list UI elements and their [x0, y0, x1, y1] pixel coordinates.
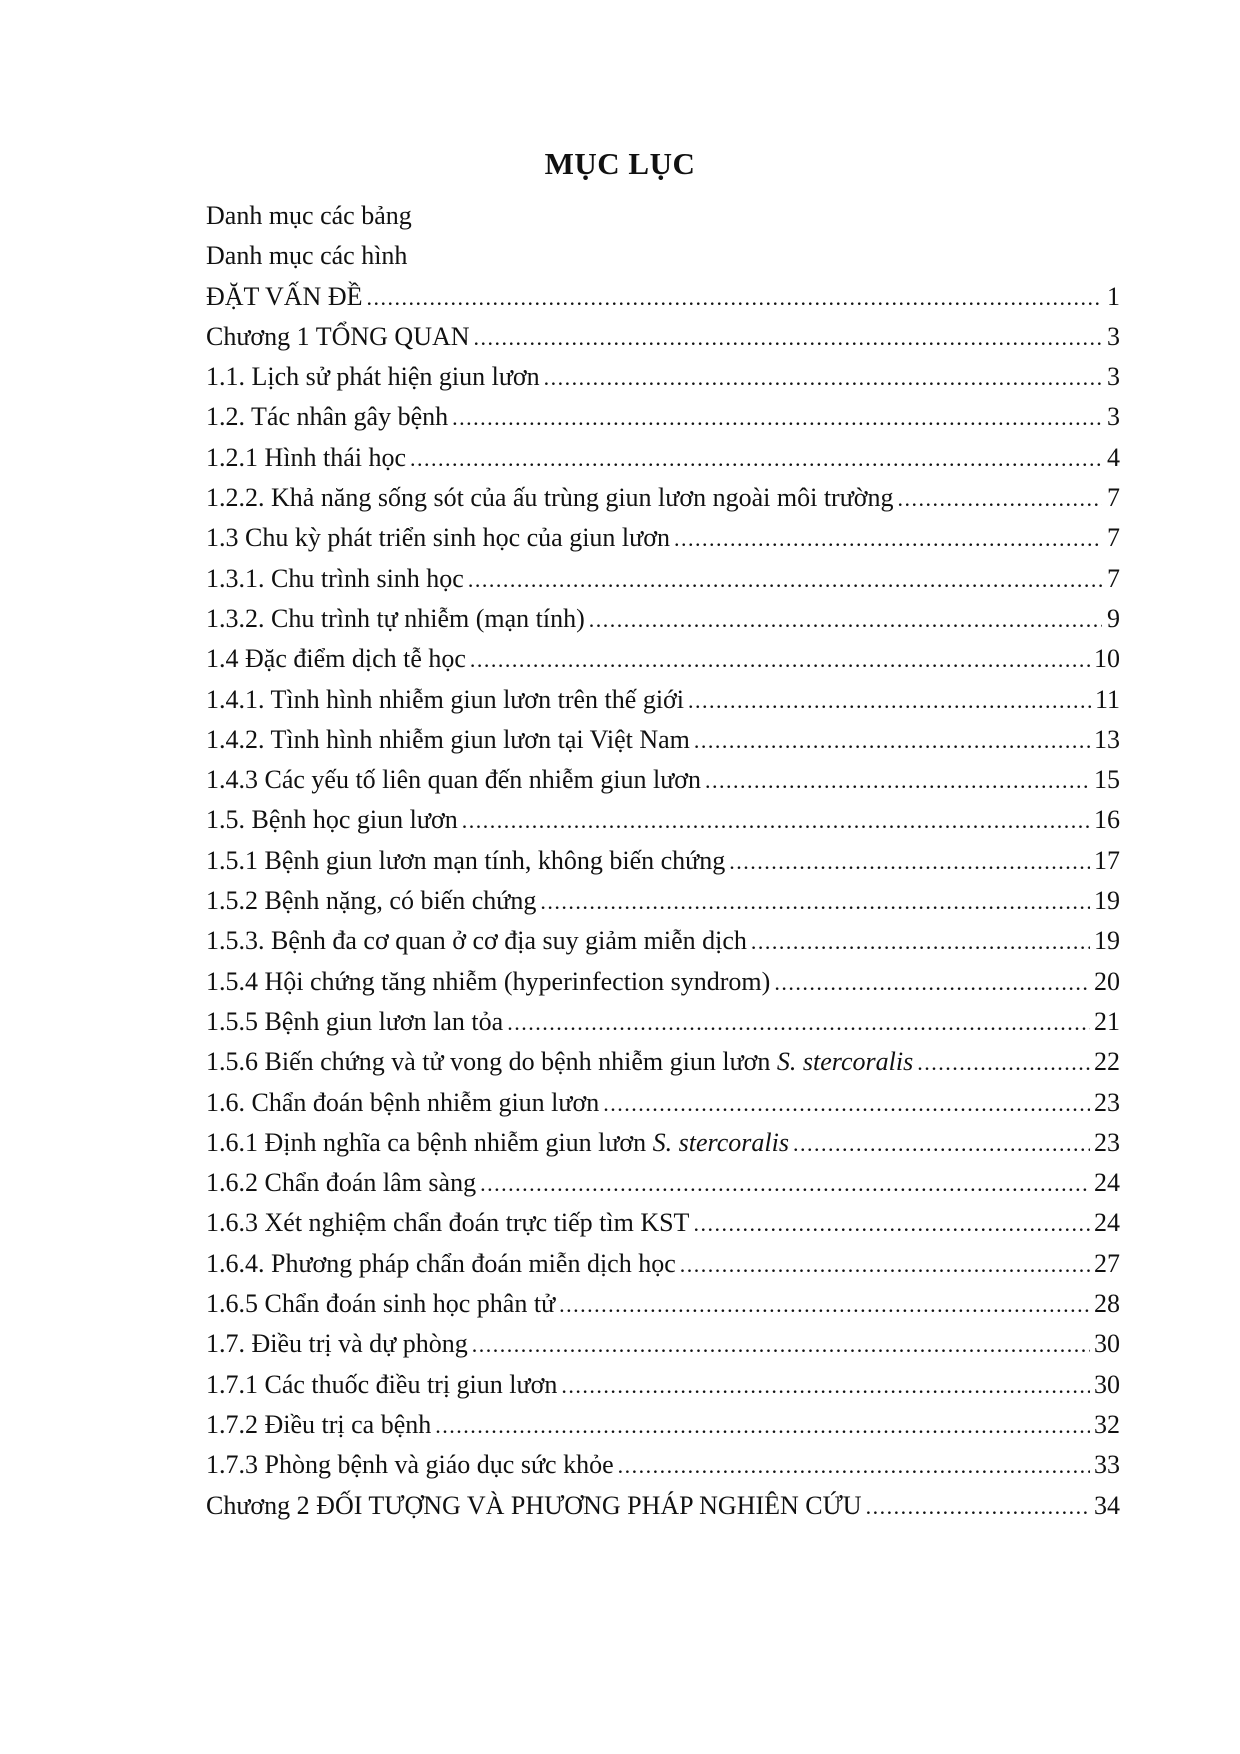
toc-entry-title — [206, 438, 406, 478]
toc-page-number: 7 — [1107, 523, 1120, 553]
toc-entry-title — [206, 1123, 789, 1163]
toc-page-number: 4 — [1107, 442, 1120, 472]
toc-leader-dots — [705, 761, 1090, 801]
toc-page-number: 33 — [1094, 1450, 1120, 1480]
toc-page-number: 34 — [1094, 1490, 1120, 1520]
toc-entry — [206, 1163, 1120, 1203]
toc-leader-dots — [917, 1043, 1090, 1083]
toc-entry-text: 1.5.1 Bệnh giun lươn mạn tính, không biến chứng — [206, 845, 726, 875]
toc-leader-dots — [603, 1084, 1090, 1124]
toc-entry-title — [206, 639, 466, 679]
toc-page-number: 7 — [1107, 563, 1120, 593]
toc-entry-text: 1.3.2. Chu trình tự nhiễm (mạn tính) — [206, 603, 585, 633]
toc-entry — [206, 1365, 1120, 1405]
toc-page-number: 19 — [1094, 926, 1120, 956]
toc-page-number: 23 — [1094, 1127, 1120, 1157]
toc-entry-text: 1.6.2 Chẩn đoán lâm sàng — [206, 1168, 477, 1198]
toc-entry — [206, 236, 1120, 276]
toc-entry-title — [206, 962, 770, 1002]
toc-entry-title — [206, 1445, 614, 1485]
toc-entry-title — [206, 1203, 689, 1243]
toc-page-number: 23 — [1094, 1087, 1120, 1117]
toc-entry-text: 1.4.2. Tình hình nhiễm giun lươn tại Việt Nam — [206, 724, 690, 754]
toc-entry-text: 1.7.1 Các thuốc điều trị giun lươn — [206, 1369, 558, 1399]
toc-leader-dots — [410, 439, 1102, 479]
toc-page-number: 20 — [1094, 966, 1120, 996]
toc-entry-title — [206, 1163, 476, 1203]
toc-page-number: 24 — [1094, 1208, 1120, 1238]
toc-page-number: 15 — [1094, 765, 1120, 795]
toc-entry-text: 1.5.6 Biến chứng và tử vong do bệnh nhiễm giun lươn — [206, 1047, 771, 1077]
toc-leader-dots — [693, 1204, 1090, 1244]
toc-entry-text: 1.5. Bệnh học giun lươn — [206, 805, 458, 835]
toc-leader-dots — [694, 721, 1090, 761]
toc-entry-text: 1.7.2 Điều trị ca bệnh — [206, 1409, 432, 1439]
toc-leader-dots — [729, 842, 1090, 882]
toc-page-number: 30 — [1094, 1369, 1120, 1399]
toc-leader-dots — [898, 479, 1102, 519]
toc-page-number: 16 — [1094, 805, 1120, 835]
toc-entry-title — [206, 518, 670, 558]
toc-entry-title — [206, 1042, 913, 1082]
toc-entry-title — [206, 196, 412, 236]
toc-leader-dots — [472, 1325, 1090, 1365]
toc-entry — [206, 1244, 1120, 1284]
toc-entry-title — [206, 1324, 468, 1364]
toc-entry — [206, 599, 1120, 639]
toc-leader-dots — [468, 560, 1102, 600]
toc-entry-title — [206, 1405, 431, 1445]
toc-entry-text: Danh mục các hình — [206, 241, 408, 271]
toc-entry-text: 1.6.4. Phương pháp chẩn đoán miễn dịch học — [206, 1248, 676, 1278]
toc-entry — [206, 438, 1120, 478]
toc-entry — [206, 1083, 1120, 1123]
toc-entry — [206, 397, 1120, 437]
toc-entry-text: 1.2.1 Hình thái học — [206, 442, 407, 472]
toc-entry — [206, 639, 1120, 679]
toc-page-number: 10 — [1094, 644, 1120, 674]
toc-entry — [206, 1405, 1120, 1445]
toc-entry-text: 1.4 Đặc điểm dịch tễ học — [206, 644, 466, 674]
toc-entry-text: Chương 2 ĐỐI TƯỢNG VÀ PHƯƠNG PHÁP NGHIÊN CỨU — [206, 1490, 862, 1520]
toc-leader-dots — [680, 1245, 1090, 1285]
toc-leader-dots — [544, 358, 1102, 398]
toc-entry-text: 1.6.1 Định nghĩa ca bệnh nhiễm giun lươn — [206, 1127, 647, 1157]
toc-entry — [206, 841, 1120, 881]
toc-leader-dots — [540, 882, 1090, 922]
toc-page-number: 7 — [1107, 483, 1120, 513]
toc-entry-title — [206, 841, 725, 881]
toc-entry-title — [206, 720, 690, 760]
toc-entry — [206, 1486, 1120, 1526]
toc-entry — [206, 1123, 1120, 1163]
toc-leader-dots — [452, 398, 1102, 438]
toc-entry-text: 1.5.5 Bệnh giun lươn lan tỏa — [206, 1006, 504, 1036]
toc-page-number: 22 — [1094, 1047, 1120, 1077]
toc-entry-text: Danh mục các bảng — [206, 201, 412, 230]
toc-leader-dots — [751, 922, 1090, 962]
toc-page-number: 17 — [1094, 845, 1120, 875]
toc-entry — [206, 357, 1120, 397]
toc-entry-title — [206, 357, 540, 397]
toc-entry-italic-term: S. stercoralis — [652, 1127, 789, 1157]
toc-page-number: 24 — [1094, 1168, 1120, 1198]
toc-entry-text: 1.4.1. Tình hình nhiễm giun lươn trên thế giới — [206, 684, 685, 714]
toc-entry-title — [206, 1002, 503, 1042]
toc-entry-text: 1.2.2. Khả năng sống sót của ấu trùng giun lươn ngoài môi trường — [206, 483, 894, 513]
toc-page-number: 3 — [1107, 321, 1120, 351]
toc-entry-text: 1.3 Chu kỳ phát triển sinh học của giun lươn — [206, 523, 671, 553]
toc-leader-dots — [507, 1003, 1090, 1043]
toc-leader-dots — [618, 1446, 1090, 1486]
toc-entry — [206, 317, 1120, 357]
toc-entry-text: 1.2. Tác nhân gây bệnh — [206, 402, 449, 432]
toc-page-number: 27 — [1094, 1248, 1120, 1278]
toc-leader-dots — [589, 600, 1102, 640]
toc-entry-text: 1.4.3 Các yếu tố liên quan đến nhiễm giun lươn — [206, 765, 702, 795]
toc-leader-dots — [559, 1285, 1090, 1325]
toc-entry — [206, 680, 1120, 720]
toc-entry-title — [206, 236, 407, 276]
toc-entry — [206, 277, 1120, 317]
toc-page-number: 21 — [1094, 1006, 1120, 1036]
toc-entry-text: 1.6. Chẩn đoán bệnh nhiễm giun lươn — [206, 1087, 600, 1117]
toc-page-number: 11 — [1094, 684, 1120, 714]
toc-entry-title — [206, 599, 585, 639]
toc-entry-text: 1.7. Điều trị và dự phòng — [206, 1329, 468, 1359]
toc-entry-title — [206, 1244, 676, 1284]
toc-entry — [206, 478, 1120, 518]
page-title: MỤC LỤC — [544, 146, 696, 181]
toc-entry-title — [206, 680, 684, 720]
toc-entry-title — [206, 760, 701, 800]
toc-leader-dots — [688, 681, 1091, 721]
toc-entry-text: 1.5.2 Bệnh nặng, có biến chứng — [206, 886, 537, 916]
toc-entry-text: Chương 1 TỔNG QUAN — [206, 321, 470, 351]
toc-page-number: 3 — [1107, 362, 1120, 392]
toc-entry-text: 1.3.1. Chu trình sinh học — [206, 563, 464, 593]
toc-entry — [206, 881, 1120, 921]
toc-entry-text: 1.6.5 Chẩn đoán sinh học phân tử — [206, 1289, 556, 1319]
toc-entry-text: 1.1. Lịch sử phát hiện giun lươn — [206, 362, 540, 392]
toc-entry-title — [206, 1083, 599, 1123]
toc-leader-dots — [866, 1487, 1090, 1527]
toc-entry — [206, 1445, 1120, 1485]
toc-entry — [206, 800, 1120, 840]
toc-entry-title — [206, 800, 458, 840]
toc-page-number: 28 — [1094, 1289, 1120, 1319]
toc-entry — [206, 196, 1120, 236]
toc-entry — [206, 1284, 1120, 1324]
toc-entry — [206, 760, 1120, 800]
toc-leader-dots — [793, 1124, 1090, 1164]
toc-leader-dots — [774, 963, 1090, 1003]
toc-entry-title — [206, 1284, 555, 1324]
toc-page-number: 13 — [1094, 724, 1120, 754]
toc-entry-title — [206, 397, 448, 437]
toc-entry-text: 1.7.3 Phòng bệnh và giáo dục sức khỏe — [206, 1450, 614, 1480]
toc-leader-dots — [470, 640, 1090, 680]
toc-page-number: 19 — [1094, 886, 1120, 916]
toc-entry — [206, 1324, 1120, 1364]
toc-entry-title — [206, 277, 362, 317]
toc-leader-dots — [480, 1164, 1090, 1204]
toc-entry-title — [206, 1365, 557, 1405]
toc-entry-text: 1.5.3. Bệnh đa cơ quan ở cơ địa suy giảm miễn dịch — [206, 926, 747, 956]
toc-leader-dots — [674, 519, 1102, 559]
toc-entry — [206, 559, 1120, 599]
toc-leader-dots — [462, 801, 1090, 841]
toc-page-number: 32 — [1094, 1409, 1120, 1439]
toc-leader-dots — [561, 1366, 1090, 1406]
toc-entry-title — [206, 1486, 862, 1526]
toc-leader-dots — [435, 1406, 1090, 1446]
toc-entry-text: 1.6.3 Xét nghiệm chẩn đoán trực tiếp tìm KST — [206, 1208, 690, 1238]
toc-entry — [206, 921, 1120, 961]
toc-entry — [206, 1042, 1120, 1082]
toc-entry — [206, 1203, 1120, 1243]
toc-page-number: 1 — [1107, 281, 1120, 311]
toc-page-number: 3 — [1107, 402, 1120, 432]
toc-leader-dots — [366, 278, 1102, 318]
toc-entry-text: 1.5.4 Hội chứng tăng nhiễm (hyperinfection syndrom) — [206, 966, 771, 996]
toc-entry — [206, 720, 1120, 760]
toc-entry — [206, 518, 1120, 558]
toc-page-number: 30 — [1094, 1329, 1120, 1359]
toc-entry — [206, 962, 1120, 1002]
toc-entry-title — [206, 881, 536, 921]
toc-entry-title — [206, 559, 464, 599]
toc-page-number: 9 — [1107, 603, 1120, 633]
toc-entry-title — [206, 921, 747, 961]
toc-leader-dots — [474, 318, 1102, 358]
toc-entry — [206, 1002, 1120, 1042]
toc-entry-italic-term: S. stercoralis — [776, 1047, 914, 1077]
toc-entry-title — [206, 478, 894, 518]
toc-entry-text: ĐẶT VẤN ĐỀ — [206, 281, 363, 311]
toc-entry-title — [206, 317, 470, 357]
table-of-contents — [206, 196, 1120, 1526]
